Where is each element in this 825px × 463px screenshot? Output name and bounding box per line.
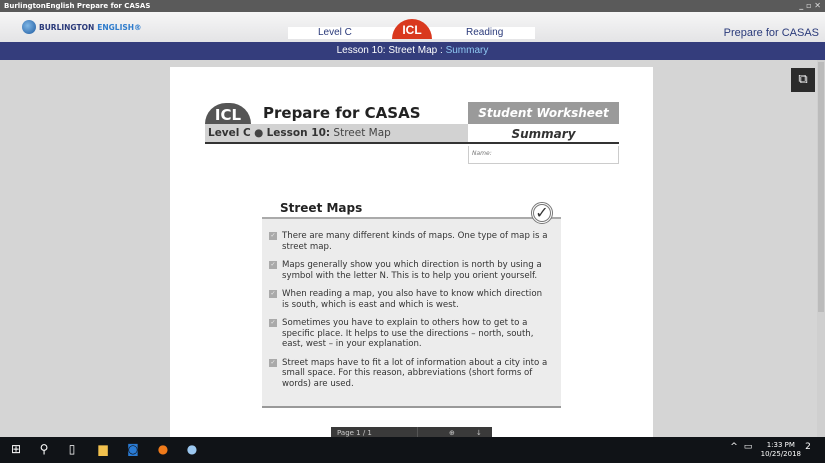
- summary-label: Summary: [468, 124, 619, 144]
- summary-list: [269, 231, 549, 397]
- name-field: Name:: [468, 146, 619, 164]
- worksheet-title: Prepare for CASAS: [263, 104, 421, 122]
- box-title: Street Maps: [280, 201, 363, 215]
- checkmark-icon: ✓: [531, 202, 553, 224]
- window-controls[interactable]: _ ▫ ✕: [799, 1, 821, 10]
- taskbar: [0, 437, 825, 463]
- app-header: [0, 12, 825, 42]
- scrollbar[interactable]: [817, 60, 825, 437]
- checkbox-icon: ✓: [270, 232, 276, 239]
- level-tab[interactable]: Level C: [318, 27, 352, 38]
- checkbox-icon: ✓: [270, 358, 276, 366]
- list-item: ✓ Street maps have to fit a lot of information about a city into a small space. For this reason, abbreviations (short forms of words) are used.: [270, 357, 548, 389]
- outlook-icon[interactable]: ◙: [127, 442, 139, 456]
- zoom-in-icon[interactable]: ⊕: [449, 429, 455, 437]
- list-item: ✓ When reading a map, you also have to know which direction is south, which is east and which is west.: [270, 289, 543, 310]
- burlington-app-icon[interactable]: ●: [186, 442, 198, 456]
- reading-tab[interactable]: Reading: [466, 27, 504, 38]
- checkbox-icon: ✓: [270, 261, 276, 268]
- lesson-breadcrumb: Lesson 10: Street Map : Summary: [0, 42, 825, 60]
- window-title: BurlingtonEnglish Prepare for CASAS: [4, 2, 151, 10]
- globe-icon: [22, 20, 36, 34]
- list-item: ✓ There are many different kinds of maps. One type of map is a street map.: [270, 231, 548, 252]
- window-titlebar: [0, 0, 825, 12]
- list-item: ✓ Maps generally show you which direction is north by using a symbol with the letter N. This is to help you orient yourself.: [270, 260, 542, 281]
- worksheet-subtitle: Level C ● Lesson 10: Street Map: [205, 124, 468, 144]
- current-page: Summary: [445, 45, 489, 56]
- worksheet-page: [170, 67, 653, 447]
- search-icon[interactable]: ⚲: [39, 442, 49, 456]
- icl-logo: ICL: [205, 103, 251, 124]
- page-indicator: Page 1 / 1: [337, 429, 372, 437]
- clock[interactable]: 1:33 PM 10/25/2018: [760, 441, 801, 458]
- windows-start-icon[interactable]: ⊞: [10, 442, 22, 456]
- course-nav: [288, 23, 535, 39]
- summary-box: [262, 198, 561, 408]
- burlington-logo[interactable]: BURLINGTON ENGLISH®: [22, 20, 142, 34]
- checkbox-icon: ✓: [270, 319, 276, 326]
- download-icon[interactable]: ↓: [476, 429, 482, 437]
- student-worksheet-label: Student Worksheet: [468, 102, 619, 124]
- network-icon[interactable]: ▭: [743, 442, 753, 452]
- firefox-icon[interactable]: ●: [157, 442, 169, 456]
- checkbox-icon: ✓: [270, 290, 276, 297]
- notifications-icon[interactable]: 2: [805, 442, 811, 452]
- file-explorer-icon[interactable]: ▆: [98, 442, 108, 456]
- product-name: Prepare for CASAS: [723, 27, 819, 39]
- open-external-icon[interactable]: ⧉: [791, 68, 815, 92]
- task-view-icon[interactable]: ▯: [68, 442, 76, 456]
- tray-chevron-icon[interactable]: ^: [730, 442, 738, 452]
- icl-badge: ICL: [392, 19, 432, 39]
- list-item: ✓ Sometimes you have to explain to others how to get to a specific place. It helps to use the directions – north, south, east, west – in your explanation.: [270, 318, 534, 349]
